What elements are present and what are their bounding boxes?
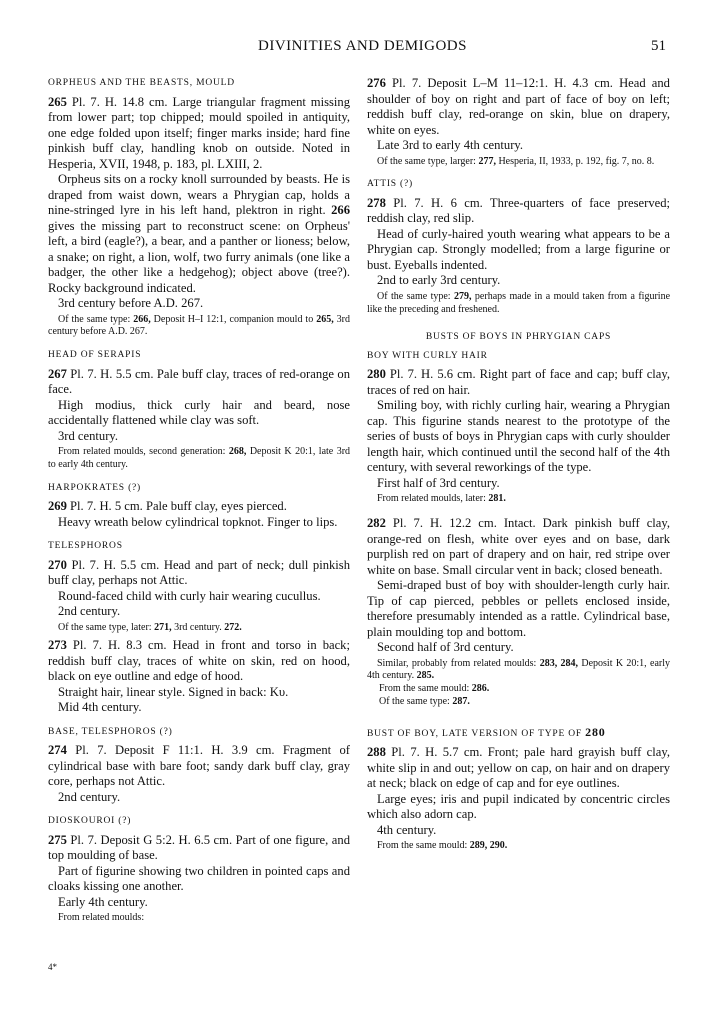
- section-heading: ORPHEUS AND THE BEASTS, MOULD: [48, 78, 235, 88]
- entry-282: [367, 516, 670, 709]
- entry-description: Part of figurine showing two children in pointed caps and cloaks kissing one another.: [48, 863, 350, 894]
- catalog-number: 267: [48, 366, 67, 381]
- entry-note: From the same mould: 286.: [379, 683, 490, 695]
- catalog-number: 276: [367, 76, 386, 90]
- catalog-number: 265: [48, 94, 67, 109]
- entry-date: Second half of 3rd century.: [377, 640, 514, 655]
- catalog-number: 269: [48, 499, 67, 514]
- entry-description: Heavy wreath below cylindrical topknot. Finger to lips.: [58, 514, 338, 529]
- catalog-entry: 280 Pl. 7. H. 5.6 cm. Right part of face and cap; buff clay, traces of red on hair.: [367, 367, 671, 397]
- entry-note: From related moulds, later: 281.: [377, 493, 506, 505]
- entry-late-version: [367, 725, 670, 853]
- entry-orpheus: [48, 76, 350, 339]
- entry-note: Of the same type: 266, Deposit H–I 12:1, companion mould to 265, 3rd century before A.D. 267.: [48, 313, 350, 338]
- catalog-number: 274: [48, 743, 67, 758]
- entry-serapis: [48, 348, 350, 472]
- entry-date: 2nd century.: [58, 789, 121, 804]
- page-header: [0, 38, 719, 58]
- entry-note: From related moulds:: [58, 912, 145, 924]
- left-column: [48, 76, 350, 929]
- entry-date: Late 3rd to early 4th century.: [377, 138, 524, 152]
- entry-note: From the same mould: 289, 290.: [377, 840, 508, 852]
- entry-date: 2nd century.: [58, 604, 121, 619]
- entry-date: 3rd century.: [58, 428, 119, 443]
- entry-date: 2nd to early 3rd century.: [377, 273, 501, 288]
- catalog-number: 270: [48, 557, 67, 572]
- entry-date: 4th century.: [377, 822, 437, 837]
- right-column: [367, 76, 670, 857]
- section-heading: DIOSKOUROI (?): [48, 816, 132, 827]
- catalog-number: 278: [367, 195, 386, 210]
- signature-mark: 4*: [48, 962, 57, 972]
- entry-date: 3rd century before A.D. 267.: [58, 296, 204, 310]
- entry-description: Semi-draped bust of boy with shoulder-length curly hair. Tip of cap pierced, pebbles or pellets enclosed inside, therefore presumably intended as a rattle. Cylindrical base, plain moulding top and bottom.: [367, 578, 670, 639]
- entry-273: [48, 638, 350, 716]
- entry-description: High modius, thick curly hair and beard, nose accidentally flattened while clay was soft.: [48, 397, 350, 428]
- catalog-entry: 265 Pl. 7. H. 14.8 cm. Large triangular fragment missing from lower part; top chipped; mould spoiled in antiquity, one edge folded upon itself; finger marks inside; hard fine pinkish buff clay, handling knob on outside. Noted in Hesperia, XVII, 1948, p. 183, pl. LXIII, 2.: [48, 94, 350, 171]
- entry-description: Large eyes; iris and pupil indicated by concentric circles which also adorn cap.: [367, 791, 670, 822]
- entry-harpokrates: [48, 481, 350, 531]
- catalog-entry: 273 Pl. 7. H. 8.3 cm. Head in front and torso in back; reddish buff clay, traces of white on skin, red on hood, black on eye outline and edge of hood.: [48, 638, 350, 684]
- catalog-entry: 275 Pl. 7. Deposit G 5:2. H. 6.5 cm. Part of one figure, and top moulding of base.: [48, 832, 350, 863]
- section-heading: HARPOKRATES (?): [48, 482, 142, 493]
- catalog-number: 280: [367, 367, 386, 382]
- entry-description: Straight hair, linear style. Signed in back: Κυ.: [58, 684, 289, 699]
- catalog-number: 273: [48, 638, 67, 653]
- catalog-entry: 274 Pl. 7. Deposit F 11:1. H. 3.9 cm. Fragment of cylindrical base with bare foot; sandy dark buff clay, gray core, perhaps not Attic.: [48, 743, 350, 789]
- entry-date: First half of 3rd century.: [377, 475, 500, 490]
- section-heading: BASE, TELESPHOROS (?): [48, 726, 173, 737]
- section-heading: BUSTS OF BOYS IN PHRYGIAN CAPS: [425, 332, 612, 343]
- entry-276: [367, 76, 670, 168]
- catalog-entry: 270 Pl. 7. H. 5.5 cm. Head and part of neck; dull pinkish buff clay, perhaps not Attic.: [48, 557, 350, 588]
- page-number: 51: [651, 38, 666, 54]
- section-heading: TELESPHOROS: [48, 541, 123, 552]
- entry-base: [48, 725, 350, 806]
- catalog-number: 275: [48, 832, 67, 847]
- entry-date: Mid 4th century.: [58, 700, 142, 715]
- catalog-entry: 282 Pl. 7. H. 12.2 cm. Intact. Dark pinkish buff clay, orange-red on flesh, white over eyes and on base, dark purplish red on part of drapery and on hair, red stripe over white on base. Small circular vent in back; closed beneath.: [367, 516, 670, 577]
- entry-description: Round-faced child with curly hair wearing cucullus.: [58, 588, 321, 603]
- catalog-entry: 276 Pl. 7. Deposit L–M 11–12:1. H. 4.3 cm. Head and shoulder of boy on right and part of face of boy on left; reddish buff clay, red-orange on skin, blue on drapery, white on eyes.: [367, 76, 670, 137]
- entry-note: Of the same type, larger: 277, Hesperia, II, 1933, p. 192, fig. 7, no. 8.: [377, 155, 655, 167]
- entry-telesphoros: [48, 539, 350, 634]
- entry-description: Orpheus sits on a rocky knoll surrounded by beasts. He is draped from waist down, wears a Phrygian cap, holds a nine-stringed lyre in his left hand, plektron in right. 266 gives the missing part to reconstruct scene: on Orpheus' left, a bird (eagle?), a bear, and a panther or lioness; below, a snake; on right, a lion, wolf, two furry animals (one like a badger, the other like a hedgehog); object above (tree?). Rocky background indicated.: [48, 172, 350, 295]
- entry-attis: [367, 177, 670, 316]
- catalog-number: 288: [367, 745, 386, 760]
- entry-note: Similar, probably from related moulds: 283, 284, Deposit K 20:1, early 4th century. 285.: [367, 657, 670, 682]
- running-head: DIVINITIES AND DEMIGODS: [258, 38, 467, 54]
- entry-description: Head of curly-haired youth wearing what appears to be a Phrygian cap. Strongly modelled; from a large figurine or bust. Eyeballs indented.: [367, 226, 670, 272]
- catalog-entry: 267 Pl. 7. H. 5.5 cm. Pale buff clay, traces of red-orange on face.: [48, 366, 350, 397]
- entry-busts: [367, 330, 670, 506]
- catalog-entry: 288 Pl. 7. H. 5.7 cm. Front; pale hard grayish buff clay, white slip in and out; yellow on cap, on hair and on drapery at neck; black on edge of cap and for eye outlines.: [367, 745, 670, 791]
- catalog-entry: 278 Pl. 7. H. 6 cm. Three-quarters of face preserved; reddish clay, red slip.: [367, 195, 670, 226]
- subsection-heading: BOY WITH CURLY HAIR: [367, 350, 488, 361]
- entry-note: Of the same type: 287.: [379, 696, 470, 708]
- section-heading: ATTIS (?): [367, 179, 413, 190]
- section-heading: HEAD OF SERAPIS: [48, 350, 142, 361]
- entry-date: Early 4th century.: [58, 894, 148, 909]
- catalog-entry: 269 Pl. 7. H. 5 cm. Pale buff clay, eyes pierced.: [48, 499, 287, 514]
- entry-note: Of the same type: 279, perhaps made in a mould taken from a figurine like the preceding and freshened.: [367, 290, 671, 315]
- entry-description: Smiling boy, with richly curling hair, wearing a Phrygian cap. This figurine stands nearest to the prototype of the series of busts of boys in Phrygian caps with curly shoulder length hair, which continued until the second half of the 4th century, with several reworkings of the type.: [367, 398, 670, 475]
- entry-note: Of the same type, later: 271, 3rd century. 272.: [58, 621, 242, 633]
- catalog-number: 282: [367, 516, 386, 531]
- section-heading: BUST OF BOY, LATE VERSION OF TYPE OF 280: [367, 724, 606, 739]
- entry-dioskouroi: [48, 814, 350, 925]
- entry-note: From related moulds, second generation: 268, Deposit K 20:1, late 3rd to early 4th century.: [48, 446, 351, 470]
